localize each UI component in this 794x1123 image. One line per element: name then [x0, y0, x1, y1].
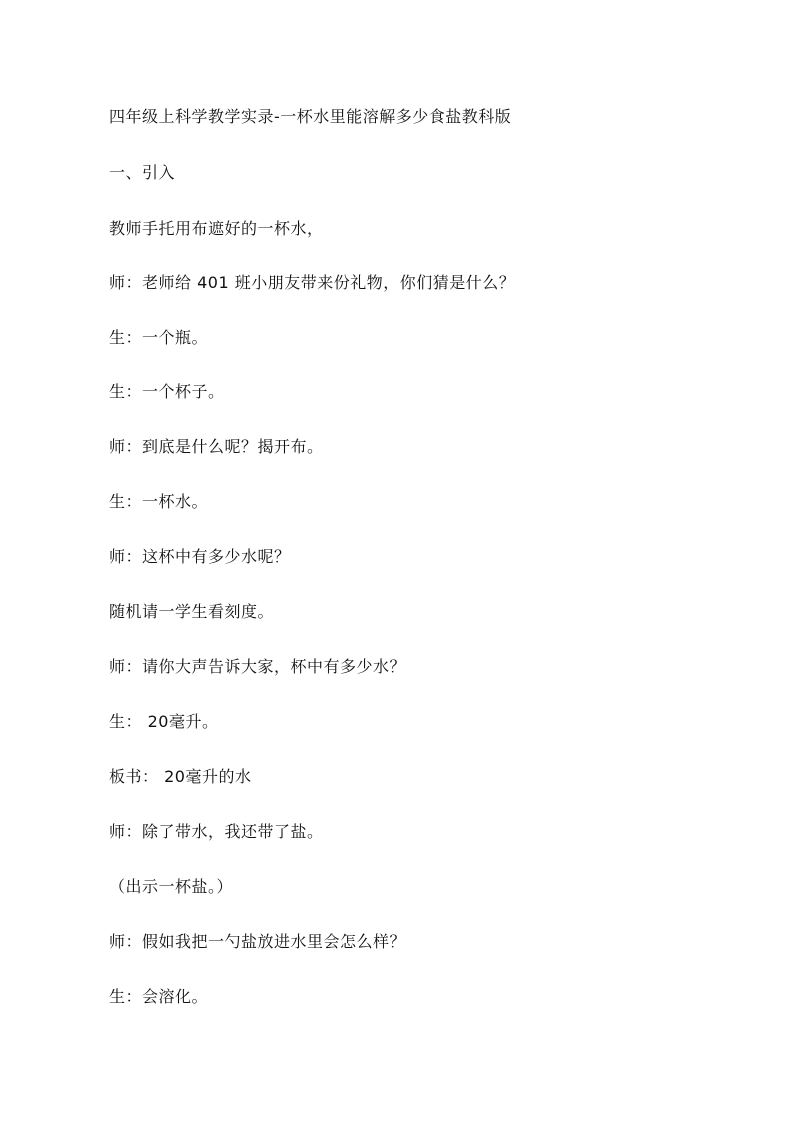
paragraph-line: 师：请你大声告诉大家，杯中有多少水？ [109, 657, 407, 676]
document-title: 四年级上科学教学实录-一杯水里能溶解多少食盐教科版 [109, 107, 512, 126]
paragraph-line: 生：会溶化。 [109, 987, 209, 1006]
paragraph-line: 师：假如我把一勺盐放进水里会怎么样？ [109, 932, 407, 951]
paragraph-line: 生： 20毫升。 [109, 712, 219, 731]
paragraph-line: （出示一杯盐。） [109, 877, 234, 896]
paragraph-line: 教师手托用布遮好的一杯水， [109, 219, 324, 238]
paragraph-line: 师：到底是什么呢？揭开布。 [109, 437, 324, 456]
paragraph-line: 生：一杯水。 [109, 492, 209, 511]
paragraph-line: 生：一个杯子。 [109, 382, 225, 401]
paragraph-line: 板书： 20毫升的水 [109, 767, 252, 786]
section-heading: 一、引入 [109, 163, 176, 182]
paragraph-line: 生：一个瓶。 [109, 328, 209, 347]
paragraph-line: 师：这杯中有多少水呢？ [109, 547, 291, 566]
paragraph-line: 师：老师给 401 班小朋友带来份礼物，你们猜是什么？ [109, 273, 516, 292]
paragraph-line: 随机请一学生看刻度。 [109, 602, 275, 621]
paragraph-line: 师：除了带水，我还带了盐。 [109, 822, 324, 841]
